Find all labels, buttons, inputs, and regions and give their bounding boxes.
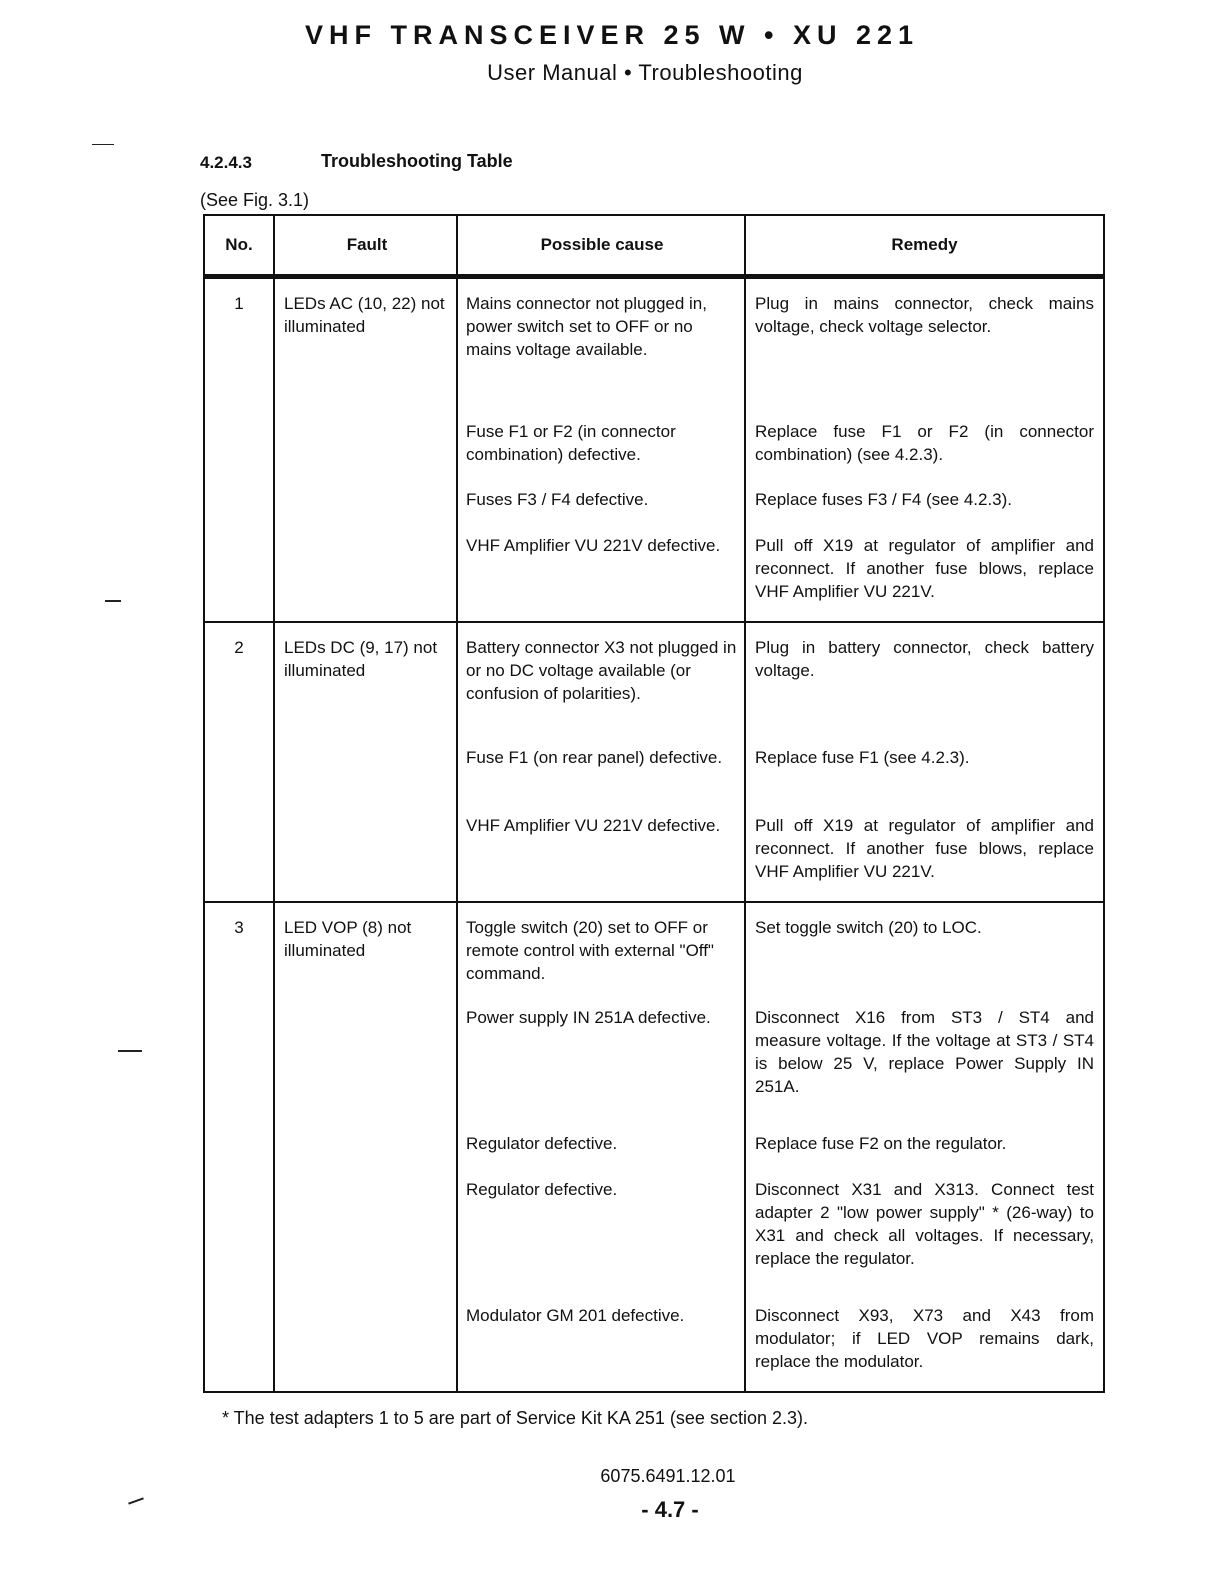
document-subtitle: User Manual • Troubleshooting [487,60,803,85]
possible-cause: Fuse F1 or F2 (in connector combination) defective. [466,422,676,464]
cause-cell [457,622,745,902]
fault-description: LED VOP (8) not illuminated [274,902,457,1392]
remedy: Disconnect X16 from ST3 / ST4 and measure voltage. If the voltage at ST3 / ST4 is below 25 V, replace Power Supply IN 251A. [755,1008,1094,1096]
possible-cause: Battery connector X3 not plugged in or no DC voltage available (or confusion of polarities). [466,638,737,703]
possible-cause: VHF Amplifier VU 221V defective. [466,536,721,555]
remedy: Plug in mains connector, check mains voltage, check voltage selector. [755,294,1094,336]
remedy: Pull off X19 at regulator of amplifier and reconnect. If another fuse blows, replace VHF Amplifier VU 221V. [755,536,1094,601]
fault-description: LEDs AC (10, 22) not illuminated [274,277,457,623]
remedy: Disconnect X31 and X313. Connect test adapter 2 "low power supply" * (26-way) to X31 and check all voltages. If necessary, replace the regulator. [755,1180,1094,1268]
remedy: Disconnect X93, X73 and X43 from modulator; if LED VOP remains dark, replace the modulator. [755,1306,1094,1371]
possible-cause: Fuse F1 (on rear panel) defective. [466,748,723,767]
header-remedy: Remedy [745,215,1104,277]
possible-cause: Fuses F3 / F4 defective. [466,490,649,509]
scan-mark [92,144,114,145]
possible-cause: VHF Amplifier VU 221V defective. [466,816,721,835]
fault-number: 2 [204,622,274,902]
figure-reference: (See Fig. 3.1) [200,190,310,210]
document-number: 6075.6491.12.01 [600,1466,736,1486]
possible-cause: Regulator defective. [466,1134,618,1153]
troubleshooting-table [203,214,1105,1393]
scan-mark [118,1050,142,1052]
remedy: Replace fuse F1 (see 4.2.3). [755,748,970,767]
possible-cause: Toggle switch (20) set to OFF or remote control with external "Off" command. [466,918,714,983]
section-title: Troubleshooting Table [321,151,513,171]
table-row [204,902,1104,1392]
section-number: 4.2.4.3 [200,153,252,172]
possible-cause: Regulator defective. [466,1180,618,1199]
footnote: * The test adapters 1 to 5 are part of Service Kit KA 251 (see section 2.3). [222,1408,808,1428]
header-fault: Fault [274,215,457,277]
fault-number: 1 [204,277,274,623]
remedy: Replace fuse F2 on the regulator. [755,1134,1007,1153]
document-title: VHF TRANSCEIVER 25 W • XU 221 [304,20,920,50]
remedy: Pull off X19 at regulator of amplifier and reconnect. If another fuse blows, replace VHF Amplifier VU 221V. [755,816,1094,881]
table-row [204,622,1104,902]
possible-cause: Power supply IN 251A defective. [466,1008,711,1027]
remedy-cell [745,277,1104,623]
remedy-cell [745,902,1104,1392]
header-possible-cause: Possible cause [457,215,745,277]
fault-description: LEDs DC (9, 17) not illuminated [274,622,457,902]
possible-cause: Modulator GM 201 defective. [466,1306,685,1325]
table-row [204,277,1104,623]
remedy: Plug in battery connector, check battery voltage. [755,638,1094,680]
fault-number: 3 [204,902,274,1392]
remedy: Replace fuses F3 / F4 (see 4.2.3). [755,490,1013,509]
cause-cell [457,902,745,1392]
possible-cause: Mains connector not plugged in, power switch set to OFF or no mains voltage available. [466,294,707,359]
remedy: Set toggle switch (20) to LOC. [755,918,982,937]
table-header-row [204,215,1104,277]
remedy: Replace fuse F1 or F2 (in connector combination) (see 4.2.3). [755,422,1094,464]
scan-mark [105,600,121,602]
page-number: - 4.7 - [641,1497,699,1522]
cause-cell [457,277,745,623]
remedy-cell [745,622,1104,902]
header-no: No. [204,215,274,277]
